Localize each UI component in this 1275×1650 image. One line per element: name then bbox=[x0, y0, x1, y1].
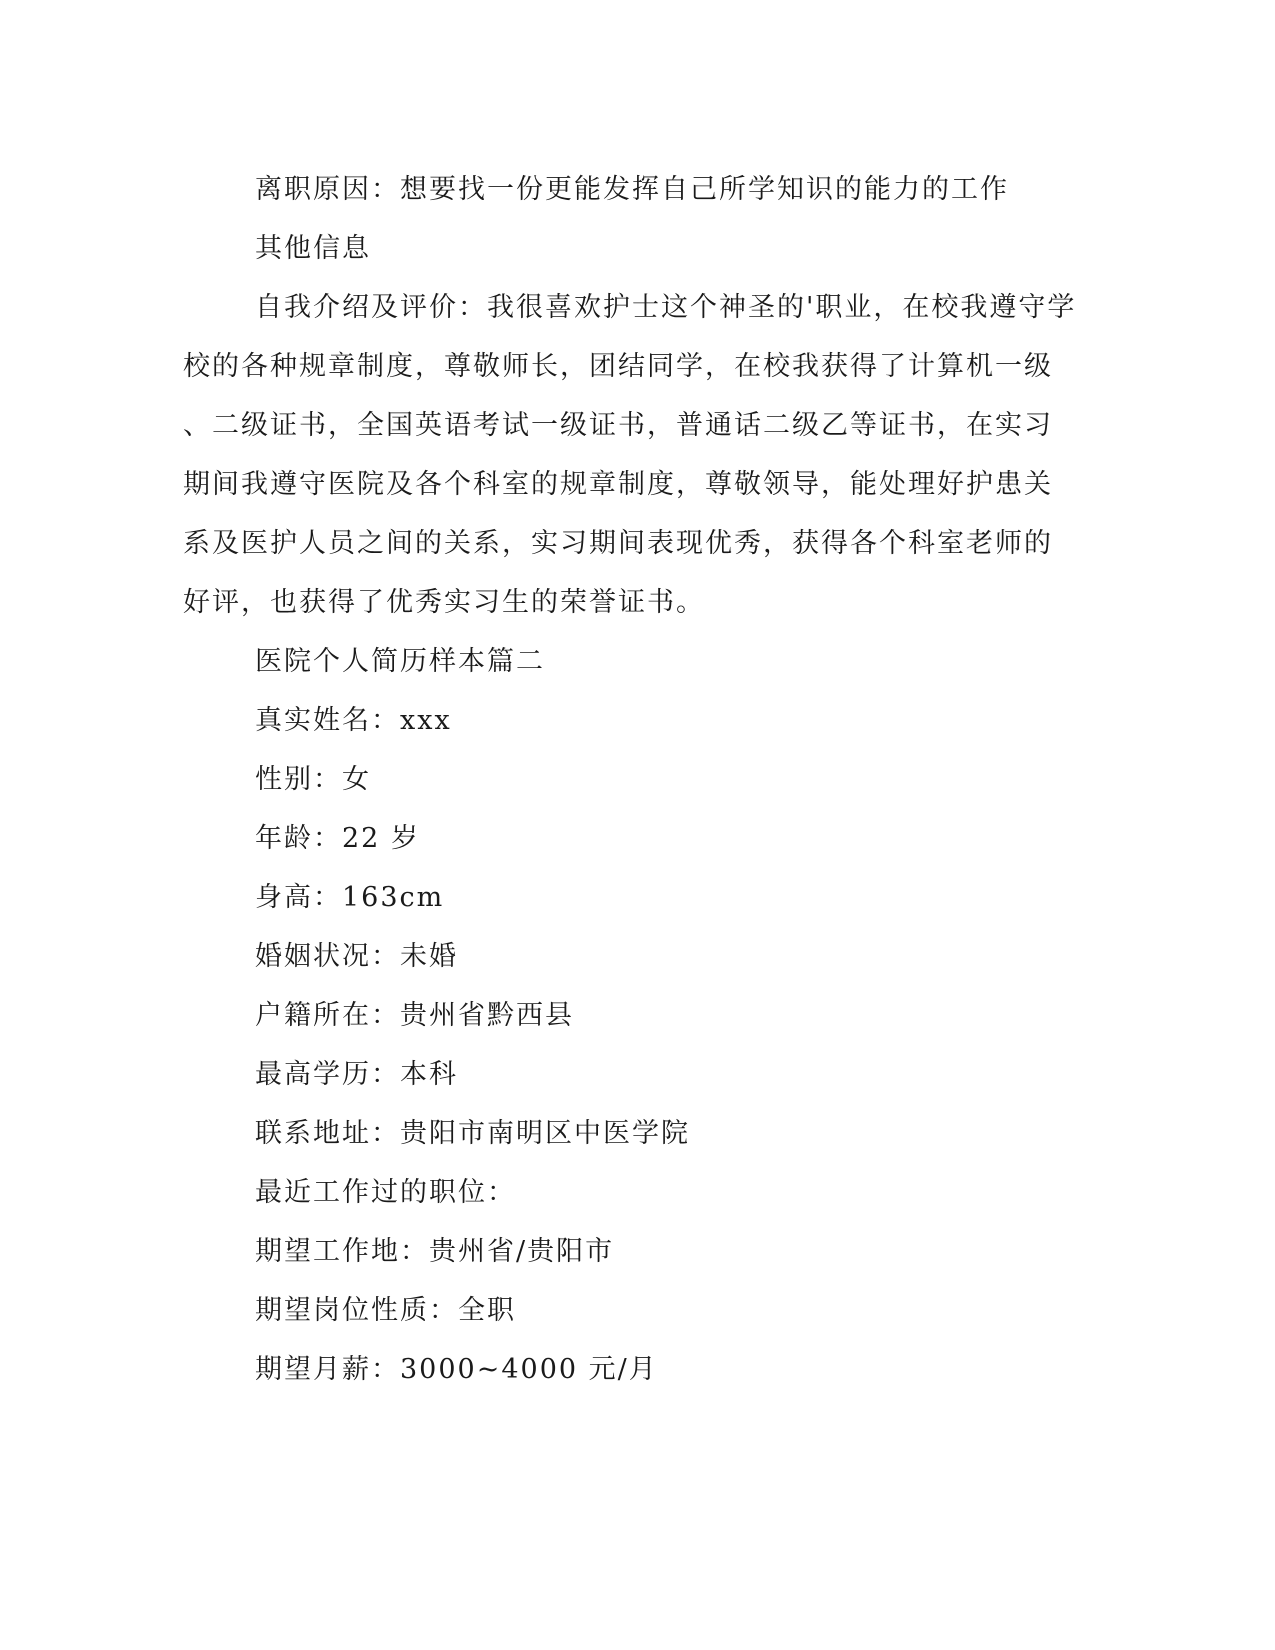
self-intro-line: 校的各种规章制度，尊敬师长，团结同学，在校我获得了计算机一级 bbox=[183, 351, 1053, 382]
self-intro-line: 、二级证书，全国英语考试一级证书，普通话二级乙等证书，在实习 bbox=[183, 410, 1053, 441]
field-recent-position: 最近工作过的职位： bbox=[255, 1177, 516, 1208]
section-title: 医院个人简历样本篇二 bbox=[255, 646, 545, 677]
field-age: 年龄：22 岁 bbox=[255, 823, 420, 854]
field-marital-status: 婚姻状况：未婚 bbox=[255, 941, 458, 972]
self-intro-line: 自我介绍及评价：我很喜欢护士这个神圣的'职业，在校我遵守学 bbox=[255, 292, 1077, 323]
field-name: 真实姓名：xxx bbox=[255, 705, 452, 736]
field-gender: 性别：女 bbox=[255, 764, 371, 795]
self-intro-line: 期间我遵守医院及各个科室的规章制度，尊敬领导，能处理好护患关 bbox=[183, 469, 1053, 500]
field-household-registration: 户籍所在：贵州省黔西县 bbox=[255, 1000, 574, 1031]
self-intro-line: 好评，也获得了优秀实习生的荣誉证书。 bbox=[183, 587, 705, 618]
self-intro-line: 系及医护人员之间的关系，实习期间表现优秀，获得各个科室老师的 bbox=[183, 528, 1053, 559]
other-info-heading: 其他信息 bbox=[255, 233, 371, 264]
self-introduction bbox=[183, 278, 1077, 632]
document-body bbox=[183, 160, 1077, 1399]
field-expected-location: 期望工作地：贵州省/贵阳市 bbox=[255, 1236, 615, 1267]
field-expected-salary: 期望月薪：3000~4000 元/月 bbox=[255, 1354, 658, 1385]
leaving-reason: 离职原因：想要找一份更能发挥自己所学知识的能力的工作 bbox=[255, 174, 1009, 205]
field-job-type: 期望岗位性质：全职 bbox=[255, 1295, 516, 1326]
field-height: 身高：163cm bbox=[255, 882, 445, 913]
field-address: 联系地址：贵阳市南明区中医学院 bbox=[255, 1118, 690, 1149]
field-education: 最高学历：本科 bbox=[255, 1059, 458, 1090]
